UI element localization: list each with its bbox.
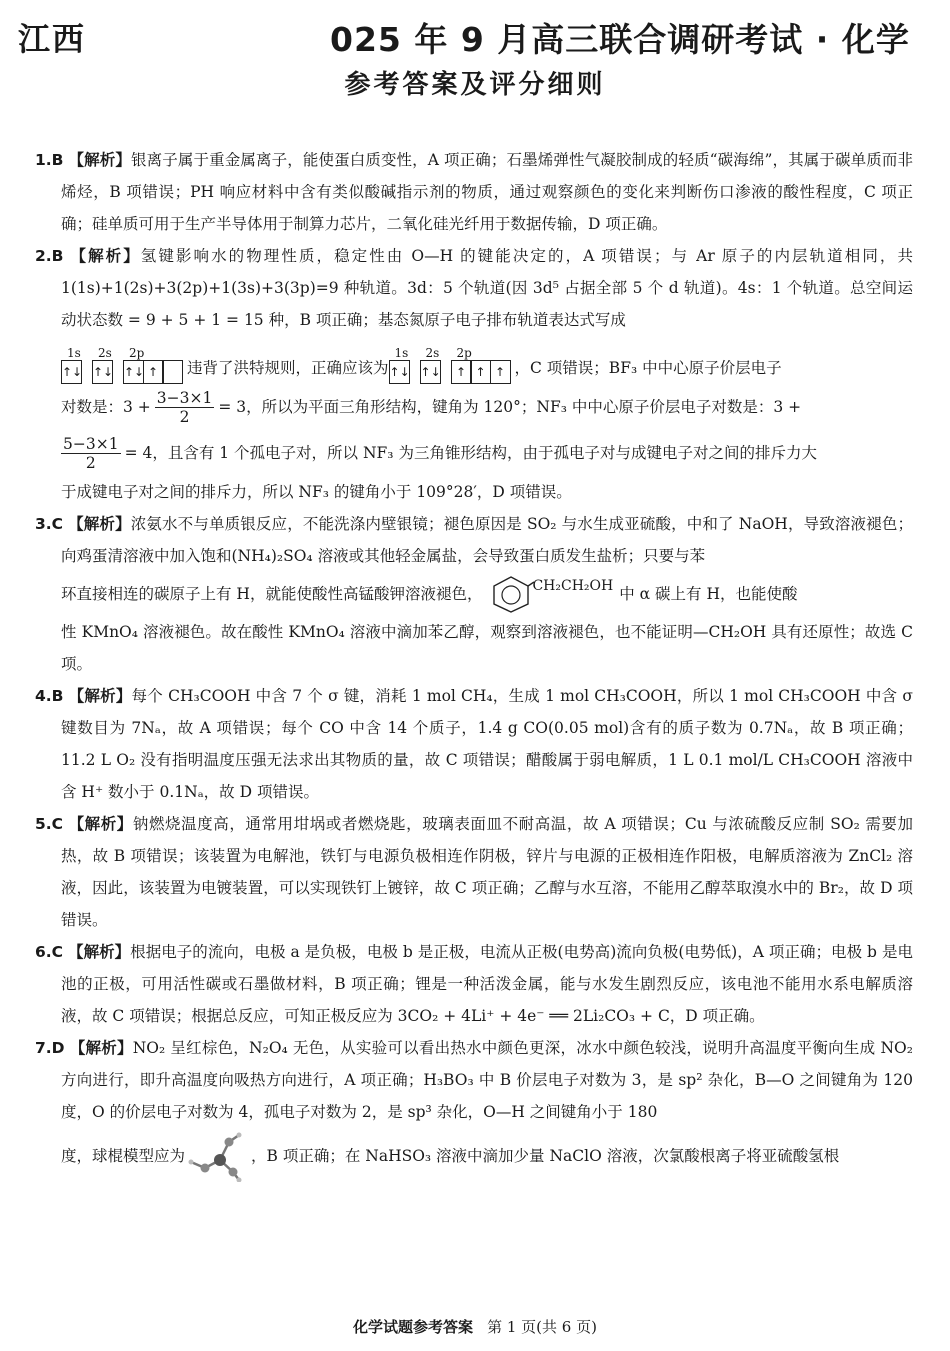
fraction-denominator: 2 (179, 407, 190, 426)
fraction-denominator: 2 (85, 453, 96, 472)
orbital-label: 2p (456, 346, 472, 360)
question-number: 3.C (35, 515, 64, 533)
text-segment: 环直接相连的碳原子上有 H，就能使酸性高锰酸钾溶液褪色， (61, 585, 483, 603)
orbital-box: ↑ (143, 360, 164, 384)
orbital-2s (92, 346, 113, 384)
orbital-box: ↑ (451, 360, 472, 384)
question-3 (35, 508, 913, 680)
orbital-label: 1s (67, 346, 81, 360)
question-number: 4.B (35, 687, 64, 705)
question-text: 每个 CH₃COOH 中含 7 个 σ 键，消耗 1 mol CH₄，生成 1 mol CH₃COOH，所以 1 mol CH₃COOH 中含 σ 键数目为 7Nₐ，故 A 项错误；每个 CO 中含 14 个质子，1.4 g CO(0.05 mol)含有的质子数为 0.7Nₐ，故 B 项正确；11.2 L O₂ 没有指明温度压强无法求出其物质的量，故 C 项错误；醋酸属于弱电解质，1 L 0.1 mol/L CH₃COOH 溶液中含 H⁺ 数小于 0.1Nₐ，故 D 项错误。 (61, 687, 913, 801)
fraction-numerator: 3−3×1 (156, 388, 213, 407)
orbital-label: 2p (129, 346, 145, 360)
orbital-label: 2s (425, 346, 440, 360)
question-number: 5.C (35, 815, 64, 833)
fraction-numerator: 5−3×1 (63, 434, 119, 453)
question-1 (35, 144, 913, 240)
text-segment: = 4，且含有 1 个孤电子对，所以 NF₃ 为三角锥形结构，由于孤电子对与成键电子对之间的排斥力大 (124, 444, 817, 462)
orbital-diagram-line (35, 336, 913, 384)
orbital-2p (451, 346, 511, 384)
orbital-box: ↑ (470, 360, 491, 384)
orbital-diagram-wrong (61, 346, 183, 384)
orbital-box: ↑ (490, 360, 511, 384)
analysis-tag: 【解析】 (68, 687, 132, 705)
question-number: 1.B (35, 151, 64, 169)
question-text: 银离子属于重金属离子，能使蛋白质变性，A 项正确；石墨烯弹性气凝胶制成的轻质“碳海绵”，其属于碳单质而非烯烃，B 项错误；PH 响应材料中含有类似酸碱指示剂的物质，通过观察颜色的变化来判断伤口渗液的酸性程度，C 项正确；硅单质可用于生产半导体用于制算力芯片，二氧化硅光纤用于数据传输，D 项正确。 (61, 151, 913, 233)
fraction-line-2 (35, 430, 913, 476)
question-7 (35, 1032, 913, 1184)
analysis-tag: 【解析】 (69, 1039, 133, 1057)
analysis-tag: 【解析】 (70, 247, 141, 265)
orbital-box: ↑↓ (420, 360, 441, 384)
question-text: 氢键影响水的物理性质，稳定性由 O—H 的键能决定的，A 项错误；与 Ar 原子的内层轨道相同，共 1(1s)+1(2s)+3(2p)+1(3s)+3(3p)=9 种轨道。3d：5 个轨道(因 3d⁵ 占据全部 5 个 d 轨道)。4s：1 个轨道。总空间运动状态数 = 9 + 5 + 1 = 15 种，B 项正确；基态氮原子电子排布轨道表达式写成 (61, 247, 913, 329)
question-4 (35, 680, 913, 808)
text-segment: 度，球棍模型应为 (61, 1147, 186, 1165)
text-segment: 于成键电子对之间的排斥力，所以 NF₃ 的键角小于 109°28′，D 项错误。 (61, 483, 572, 501)
page-footer (0, 1316, 950, 1337)
orbital-box (162, 360, 183, 384)
benzene-ring-icon (488, 574, 534, 614)
orbital-diagram-right (389, 346, 511, 384)
orbital-1s (61, 346, 82, 384)
question-number: 7.D (35, 1039, 65, 1057)
ball-stick-line (35, 1128, 913, 1184)
question-text: 钠燃烧温度高，通常用坩埚或者燃烧匙，玻璃表面皿不耐高温，故 A 项错误；Cu 与浓硫酸反应制 SO₂ 需要加热，故 B 项错误；该装置为电解池，铁钉与电源负极相连作阴极，锌片与电源的正极相连作阳极，电解质溶液为 ZnCl₂ 溶液，因此，该装置为电镀装置，可以实现铁钉上镀锌，故 C 项正确；乙醇与水互溶，不能用乙醇萃取溴水中的 Br₂，故 D 项错误。 (61, 815, 913, 929)
orbital-1s (389, 346, 410, 384)
analysis-tag: 【解析】 (68, 151, 132, 169)
analysis-tag: 【解析】 (68, 815, 133, 833)
phenylethanol-structure (488, 574, 613, 614)
text-segment: ，B 项正确；在 NaHSO₃ 溶液中滴加少量 NaClO 溶液，次氯酸根离子将亚硫酸氢根 (251, 1147, 840, 1165)
question-number: 6.C (35, 943, 64, 961)
fraction (61, 435, 121, 472)
question-5 (35, 808, 913, 936)
region-label: 江西 (18, 20, 87, 58)
orbital-box: ↑↓ (123, 360, 144, 384)
exam-title: 025 年 9 月高三联合调研考试 · 化学 (330, 20, 910, 59)
question-text: 浓氨水不与单质银反应，不能洗涤内壁银镜；褪色原因是 SO₂ 与水生成亚硫酸，中和了 NaOH，导致溶液褪色；向鸡蛋清溶液中加入饱和(NH₄)₂SO₄ 溶液或其他轻金属盐，会导致蛋白质发生盐析；只要与苯 (61, 515, 913, 565)
question-2 (35, 240, 913, 508)
question-6 (35, 936, 913, 1032)
exam-subtitle: 参考答案及评分细则 (344, 70, 606, 100)
fraction-line-1 (35, 384, 913, 430)
orbital-2p (123, 346, 183, 384)
orbital-box: ↑↓ (61, 360, 82, 384)
substituent-label: CH₂CH₂OH (532, 578, 614, 594)
orbital-label: 2s (98, 346, 112, 360)
page-number: 第 1 页(共 6 页) (487, 1318, 597, 1336)
question-text: 根据电子的流向，电极 a 是负极，电极 b 是正极，电流从正极(电势高)流向负极(电势低)，A 项正确；电极 b 是电池的正极，可用活性碳或石墨做材料，B 项正确；锂是一种活泼金属，能与水发生剧烈反应，该电池不能用水系电解质溶液，故 C 项错误；根据总反应，可知正极反应为 3CO₂ + 4Li⁺ + 4e⁻ ══ 2Li₂CO₃ + C，D 项正确。 (61, 943, 913, 1025)
orbital-text: 违背了洪特规则，正确应该为 (187, 359, 389, 377)
structure-line (35, 572, 913, 616)
footer-title: 化学试题参考答案 (353, 1318, 474, 1336)
orbital-2s (420, 346, 441, 384)
orbital-label: 1s (394, 346, 409, 360)
text-segment: = 3，所以为平面三角形结构，键角为 120°；NF₃ 中中心原子价层电子对数是：3 + (218, 398, 802, 416)
orbital-box: ↑↓ (389, 360, 410, 384)
text-segment: 中 α 碳上有 H，也能使酸 (619, 585, 798, 603)
orbital-text: ，C 项错误；BF₃ 中中心原子价层电子 (514, 359, 782, 377)
question-text: NO₂ 呈红棕色，N₂O₄ 无色，从实验可以看出热水中颜色更深，冰水中颜色较浅，说明升高温度平衡向生成 NO₂ 方向进行，即升高温度向吸热方向进行，A 项正确；H₃BO₃ 中 B 价层电子对数为 3，是 sp² 杂化，B—O 之间键角为 120 度，O 的价层电子对数为 4，孤电子对数为 2，是 sp³ 杂化，O—H 之间键角小于 180 (61, 1039, 913, 1121)
fraction (155, 389, 215, 426)
orbital-box: ↑↓ (92, 360, 113, 384)
answer-body (35, 144, 913, 1184)
analysis-tag: 【解析】 (68, 515, 131, 533)
ball-and-stick-model-icon (187, 1130, 249, 1182)
analysis-tag: 【解析】 (68, 943, 131, 961)
question-number: 2.B (35, 247, 64, 265)
text-segment: 性 KMnO₄ 溶液褪色。故在酸性 KMnO₄ 溶液中滴加苯乙醇，观察到溶液褪色，也不能证明—CH₂OH 具有还原性；故选 C 项。 (61, 623, 913, 673)
text-segment: 对数是：3 + (61, 398, 151, 416)
